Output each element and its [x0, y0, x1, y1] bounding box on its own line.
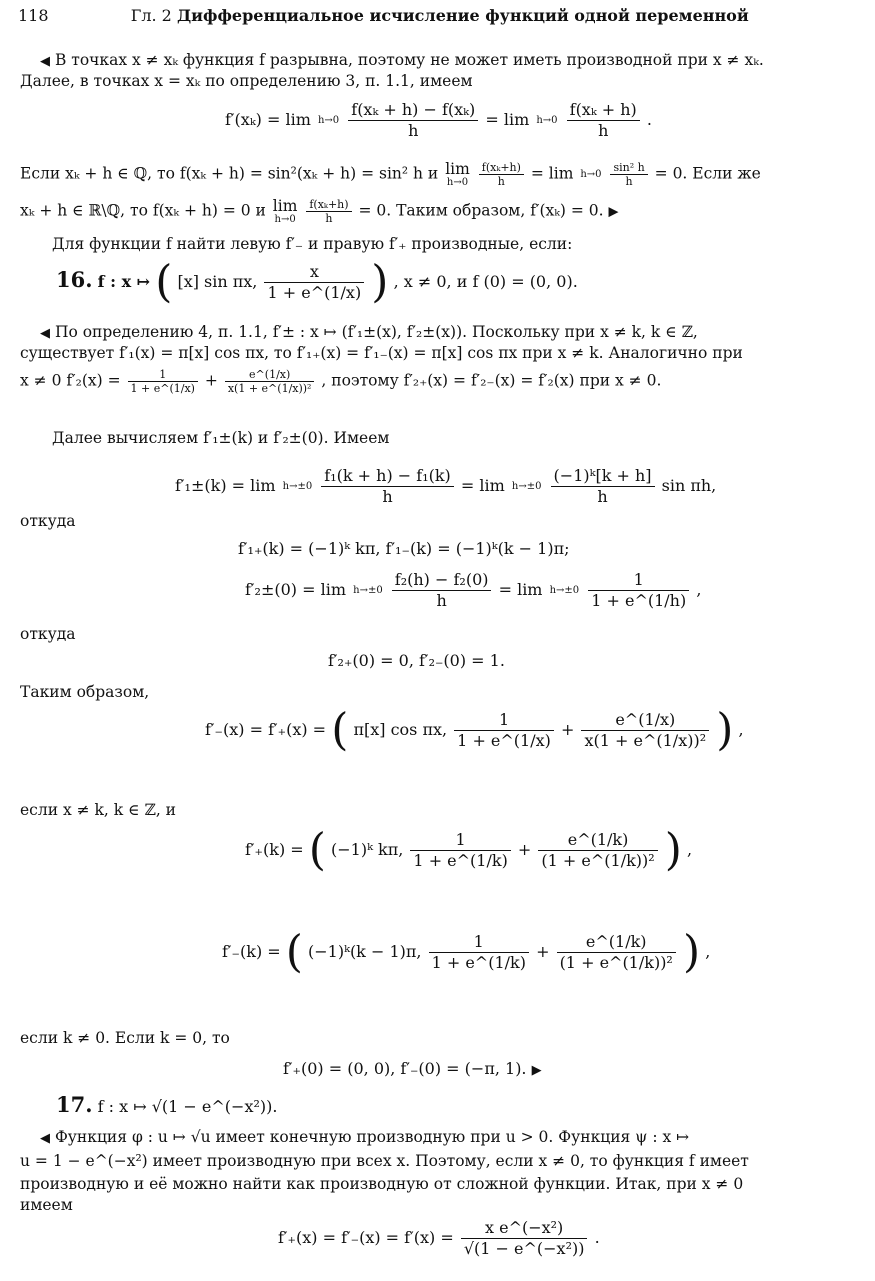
- paragraph: Если xₖ + h ∈ ℚ, то f(xₖ + h) = sin²(xₖ + h) = sin² h и lim h→0 $\frac{\text{f(xₖ+h)}}{h}$ = lim h→0 $\frac{\text{sin² h}}{h}$ = 0. Если же: [20, 159, 761, 188]
- equation: f′₋(k) = ( (−1)ᵏ(k − 1)π, $\frac{1}{1 + e\^{}(1/k)}$ + $\frac{e\^{}(1/k)}{\text{(1 + e\textasciicircum{}(1/k))²}}$ ) ,: [222, 926, 711, 978]
- paragraph: Таким образом,: [20, 683, 150, 701]
- equation: f′₋(x) = f′₊(x) = ( π[x] cos πx, $\frac{1}{1 + e\^{}(1/x)}$ + $\frac{e\^{}(1/x)}{\text{x(1 + e\textasciicircum{}(1/x))²}}$ ) ,: [205, 704, 744, 756]
- paragraph: существует f′₁(x) = π[x] cos πx, то f′₁₊(x) = f′₁₋(x) = π[x] cos πx при x ≠ k. Аналогично при: [20, 344, 743, 362]
- equation: f′₂₊(0) = 0, f′₂₋(0) = 1.: [328, 651, 505, 670]
- problem-number: 17.: [56, 1092, 93, 1117]
- equation: f′₁₊(k) = (−1)ᵏ kπ, f′₁₋(k) = (−1)ᵏ(k − 1)π;: [238, 539, 570, 558]
- page-number: 118: [18, 6, 49, 25]
- paragraph: ◀ По определению 4, п. 1.1, f′± : x ↦ (f′₁±(x), f′₂±(x)). Поскольку при x ≠ k, k ∈ ℤ,: [40, 323, 698, 341]
- paragraph: u = 1 − e^(−x²) имеет производную при всех x. Поэтому, если x ≠ 0, то функция f имеет: [20, 1152, 749, 1170]
- paragraph: откуда: [20, 512, 76, 530]
- solution-start-marker: ◀: [40, 54, 50, 69]
- problem-16: 16. f : x ↦ ( [x] sin πx, $\frac{x}{1 + e\^{}(1/x)}$ ) , x ≠ 0, и f (0) = (0, 0).: [56, 256, 578, 308]
- paragraph: x ≠ 0 f′₂(x) = $\frac{1}{1 + e\^{}(1/x)}$ + $\frac{e\^{}(1/x)}{\text{x(1 + e\textasciicircum{}(1/x))²}}$ , поэтому f′₂₊(x) = f′₂₋(x) = f′₂(x) при x ≠ 0.: [20, 368, 662, 395]
- paragraph: Далее вычисляем f′₁±(k) и f′₂±(0). Имеем: [52, 429, 390, 447]
- equation: f′₁±(k) = lim h→±0 $\frac{\text{f₁(k + h) − f₁(k)}}{h}$ = lim h→±0 $\frac{\text{(−1)ᵏ[k + h]}}{h}$ sin πh,: [175, 466, 717, 506]
- paragraph: имеем: [20, 1196, 73, 1214]
- equation: f′(xₖ) = lim h→0 $\frac{\text{f(xₖ + h) − f(xₖ)}}{h}$ = lim h→0 $\frac{\text{f(xₖ + h)}}{h}$ .: [225, 100, 652, 140]
- paragraph: ◀ В точках x ≠ xₖ функция f разрывна, поэтому не может иметь производной при x ≠ xₖ.: [40, 51, 764, 69]
- problem-number: 16.: [56, 267, 93, 292]
- paragraph: если x ≠ k, k ∈ ℤ, и: [20, 801, 177, 819]
- paragraph: ◀ Функция φ : u ↦ √u имеет конечную производную при u > 0. Функция ψ : x ↦: [40, 1128, 690, 1146]
- chapter-label: Гл. 2: [130, 6, 172, 25]
- equation: f′₊(k) = ( (−1)ᵏ kπ, $\frac{1}{1 + e\^{}(1/k)}$ + $\frac{e\^{}(1/k)}{\text{(1 + e\textasciicircum{}(1/k))²}}$ ) ,: [245, 824, 693, 876]
- paragraph: Для функции f найти левую f′₋ и правую f′₊ производные, если:: [52, 235, 573, 253]
- problem-17: 17. f : x ↦ √(1 − e^(−x²)).: [56, 1092, 278, 1117]
- paragraph: производную и её можно найти как производную от сложной функции. Итак, при x ≠ 0: [20, 1175, 744, 1193]
- paragraph: Далее, в точках x = xₖ по определению 3, п. 1.1, имеем: [20, 72, 473, 90]
- paragraph: xₖ + h ∈ ℝ\ℚ, то f(xₖ + h) = 0 и lim h→0 $\frac{\text{f(xₖ+h)}}{h}$ = 0. Таким образом, f′(xₖ) = 0. ▶: [20, 196, 619, 225]
- equation: f′₂±(0) = lim h→±0 $\frac{\text{f₂(h) − f₂(0)}}{h}$ = lim h→±0 $\frac{1}{1 + e\^{}(1/h)}$ ,: [245, 570, 702, 610]
- solution-end-marker: ▶: [608, 204, 619, 220]
- paragraph: откуда: [20, 625, 76, 643]
- equation: f′₊(0) = (0, 0), f′₋(0) = (−π, 1). ▶: [283, 1059, 542, 1078]
- paragraph: если k ≠ 0. Если k = 0, то: [20, 1029, 230, 1047]
- equation: f′₊(x) = f′₋(x) = f′(x) = $\frac{\text{x e\textasciicircum{}(−x²)}}{\text{√(1 − e\textasciicircum{}(−x²))}}$ .: [278, 1218, 600, 1258]
- chapter-title: Дифференциальное исчисление функций одной переменной: [176, 6, 749, 25]
- running-header: [18, 6, 749, 26]
